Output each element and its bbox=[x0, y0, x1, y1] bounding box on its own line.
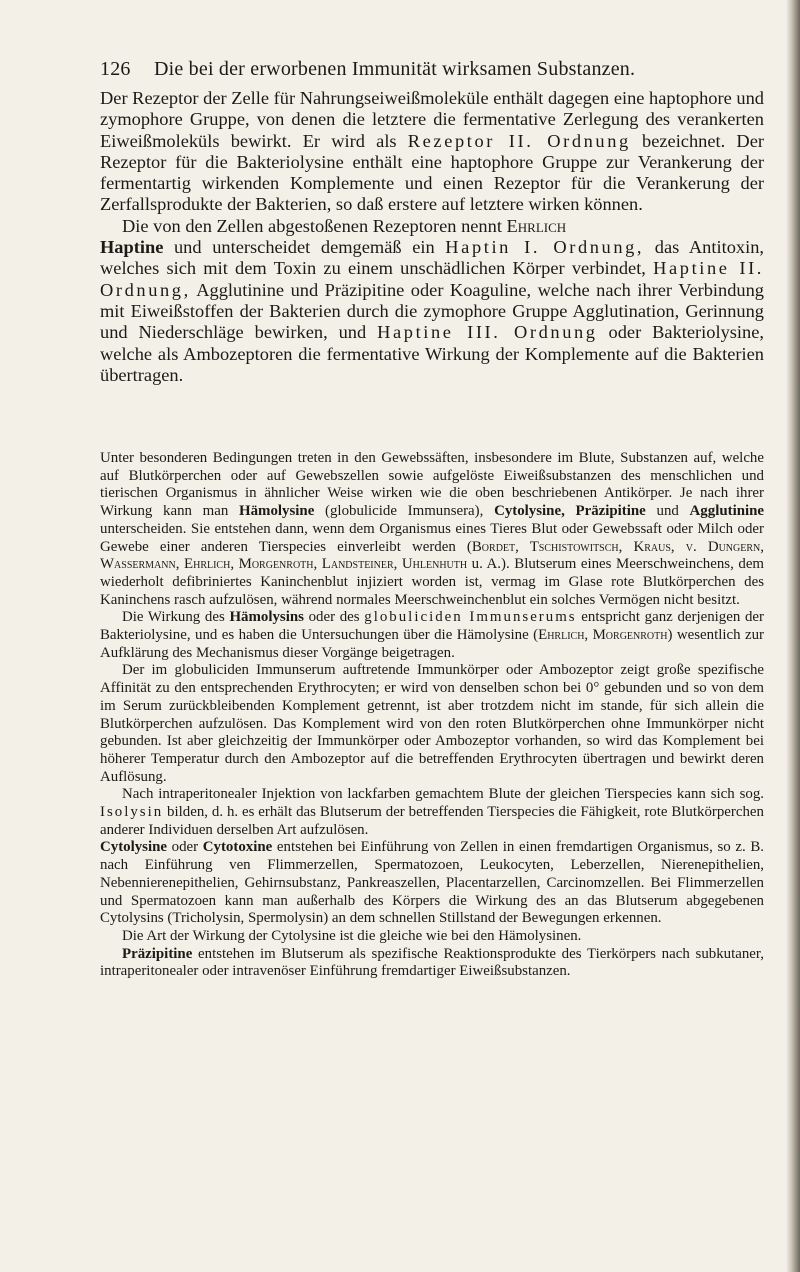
note-paragraph bbox=[100, 786, 764, 839]
running-header bbox=[100, 58, 700, 81]
running-title: Die bei der erworbenen Immunität wirksamen Substanzen. bbox=[154, 58, 636, 80]
spaced-term: Isolysin bbox=[100, 804, 164, 821]
text-run: Agglutinine und Präzipitine oder Koaguline, welche nach ihrer Verbindung mit Eiweißstoffen der Bakterien durch die zymophore Gruppe Agglutination, Gerinnung und Niederschläge bewirken, und bbox=[100, 279, 764, 343]
author-names: Ehrlich, Morgenroth bbox=[538, 627, 668, 644]
text-run: und bbox=[645, 503, 690, 520]
small-print-section bbox=[100, 450, 764, 981]
text-run: bezeichnet. Der Rezeptor für die Bakteriolysine enthält eine haptophore Gruppe zur Verankerung der fermentartig wirkenden Komplemente und einen Rezeptor für die Verankerung der Zerfallsprodukte der Bakterien, so daß erstere auf letztere wirken können. bbox=[100, 130, 764, 215]
text-run: Der im globuliciden Immunserum auftretende Immunkörper oder Ambozeptor zeigt große spezifische Affinität zu den entsprechenden Erythrocyten; er wird von denselben schon bei 0° gebunden und so von dem im Serum zurückbleibenden Komplement getrennt, ist aber trotzdem nicht im stande, für sich allein die Blutkörperchen aufzulösen. Das Komplement wird von den roten Blutkörperchen ohne Immunkörper nicht gebunden. Ist aber gleichzeitig der Immunkörper oder Ambozeptor vorhanden, so wird das Komplement bei höherer Temperatur durch den Ambozeptor auf die betreffenden Erythrocyten übertragen und bewirkt deren Auflösung. bbox=[100, 662, 764, 785]
text-run: Unter besonderen Bedingungen treten in den Gewebssäften, insbesondere im Blute, Substanzen auf, welche auf Blutkörperchen oder auf Gewebszellen sowie aufgelöste Eiweißsubstanzen des menschlichen und tierischen Organismus in ähnlicher Weise wirken wie die oben beschriebenen Antikörper. Je nach ihrer Wirkung kann man bbox=[100, 450, 764, 520]
text-run: entstehen im Blutserum als spezifische Reaktionsprodukte des Tierkörpers nach subkutaner, intraperitonealer oder intravenöser Einführung fremdartiger Eiweißsubstanzen. bbox=[100, 945, 764, 980]
text-run: ) wesentlich zur Aufklärung des Mechanismus dieser Vorgänge beigetragen. bbox=[100, 627, 764, 661]
author-name: Ehrlich bbox=[506, 215, 567, 236]
text-run: Die Art der Wirkung der Cytolysine ist die gleiche wie bei den Hämolysinen. bbox=[122, 927, 582, 944]
bold-term: Cytolysine bbox=[100, 839, 168, 856]
text-run: oder Bakteriolysine, welche als Ambozeptoren die fermentative Wirkung der Komplemente auf die Bakterien übertragen. bbox=[100, 322, 764, 385]
text-run: das Antitoxin, welches sich mit dem Toxin zu einem unschädlichen Körper verbindet, bbox=[100, 237, 764, 279]
text-run: (globulicide Immunsera), bbox=[314, 503, 495, 520]
text-run: oder des bbox=[303, 609, 365, 626]
note-paragraph bbox=[100, 662, 764, 786]
page-number: 126 bbox=[100, 58, 131, 80]
note-paragraph bbox=[100, 609, 764, 662]
text-run: Die Wirkung des bbox=[122, 609, 230, 626]
note-paragraph bbox=[100, 839, 764, 928]
note-paragraph bbox=[100, 946, 764, 981]
text-run: bilden, d. h. es erhält das Blutserum der betreffenden Tierspecies die Fähigkeit, rote Blutkörperchen anderer Individuen derselben Art aufzulösen. bbox=[100, 804, 764, 838]
text-run: Der Rezeptor der Zelle für Nahrungseiweißmoleküle enthält dagegen eine haptophore und zymophore Gruppe, von denen die letztere die fermentative Zerlegung des verankerten Eiweißmoleküls bewirkt. Er wird als bbox=[100, 88, 764, 151]
note-paragraph bbox=[100, 450, 764, 609]
text-run: Die von den Zellen abgestoßenen Rezeptoren nennt bbox=[122, 215, 507, 236]
bold-term: Agglutinine bbox=[689, 503, 765, 520]
bold-term: Cytolysine, Präzipitine bbox=[494, 503, 646, 520]
paragraph-haptine bbox=[100, 216, 764, 386]
bold-term: Präzipitine bbox=[122, 945, 193, 962]
note-paragraph bbox=[100, 928, 764, 946]
paragraph-rezeptor bbox=[100, 88, 764, 216]
text-run: entstehen bei Einführung von Zellen in einen fremdartigen Organismus, so z. B. nach Einführung ven Flimmerzellen, Spermatozoen, Leukocyten, Leberzellen, Nierenepithelien, Nebennierenepithelien, Gehirnsubstanz, Pankreaszellen, Placentarzellen, Carcinomzellen. Bei Flimmerzellen und Spermatozoen kann man außerhalb des Körpers die Wirkung des an das Blutserum abgegebenen Cytolysins (Tricholysin, Spermolysin) an dem schnellen Stillstand der Bewegungen erkennen. bbox=[100, 839, 764, 927]
page-edge-shadow bbox=[786, 0, 800, 1272]
spaced-term: Haptin I. Ordnung, bbox=[445, 237, 645, 258]
text-run: und unterscheidet demgemäß ein bbox=[163, 237, 446, 258]
text-run: Nach intraperitonealer Injektion von lackfarben gemachtem Blute der gleichen Tierspecies kann sich sog. bbox=[122, 786, 764, 803]
text-run: unterscheiden. Sie entstehen dann, wenn dem Organismus eines Tieres Blut oder Gewebssaft oder Milch oder Gewebe einer anderen Tierspecies einverleibt werden ( bbox=[100, 520, 764, 555]
author-names: Bordet, Tschistowitsch, Kraus, v. Dungern, Wassermann, Ehrlich, Morgenroth, Landsteiner, Uhlenhuth bbox=[100, 538, 764, 573]
text-run: entspricht ganz derjenigen der Bakteriolysine, und es haben die Untersuchungen über die Hämolysine ( bbox=[100, 609, 764, 644]
spaced-term: Rezeptor II. Ordnung bbox=[407, 130, 631, 151]
bold-term: Hämolysine bbox=[239, 503, 315, 520]
bold-term: Haptine bbox=[100, 237, 164, 258]
spaced-term: Haptine II. Ordnung, bbox=[100, 258, 765, 300]
main-text bbox=[100, 88, 764, 386]
spaced-term: Haptine III. Ordnung bbox=[377, 322, 598, 343]
text-run: u. A.). Blutserum eines Meerschweinchens, dem wiederholt defibriniertes Kaninchenblut injiziert worden ist, vermag im Glase rote Blutkörperchen des Kaninchens rasch aufzulösen, während normales Meerschweinchenblut ein solches Vermögen nicht besitzt. bbox=[100, 556, 765, 608]
spaced-term: globuliciden Immunserums bbox=[364, 609, 577, 626]
text-run: oder bbox=[167, 839, 203, 856]
bold-term: Cytotoxine bbox=[202, 839, 273, 856]
bold-term: Hämolysins bbox=[229, 609, 304, 626]
